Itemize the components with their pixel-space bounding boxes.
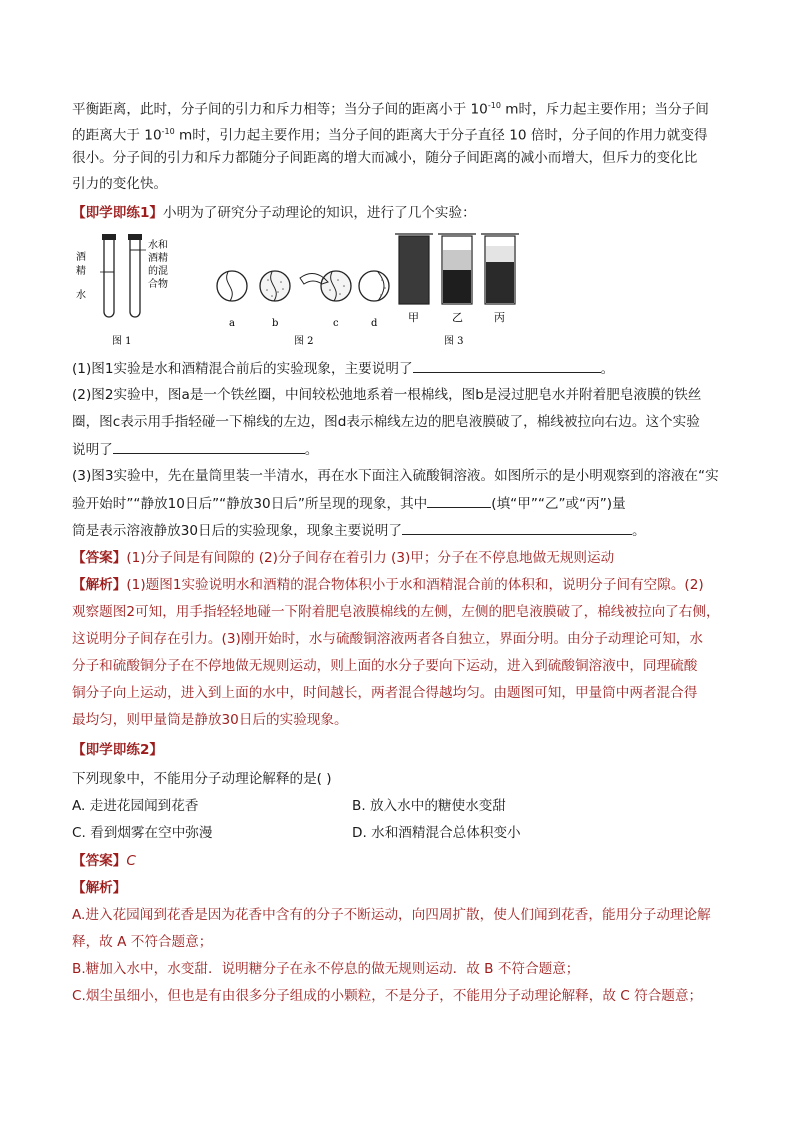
loop-a-thread — [227, 272, 233, 301]
cylinder-bing-water — [486, 246, 514, 262]
exercise-2-heading: 【即学即练2】 — [72, 742, 164, 758]
exercise-1-analysis-line-2: 观察题图2可知，用手指轻轻地碰一下附着肥皂液膜棉线的左侧，左侧的肥皂液膜破了，棉线被拉向了右侧， — [72, 604, 720, 620]
q3-blank-explanation — [402, 520, 632, 535]
exercise-2-analysis-line-1: A.进入花园闻到花香是因为花香中含有的分子不断运动，向四周扩散，使人们闻到花香，能用分子动理论解 — [72, 907, 711, 923]
exercise-2-analysis-line-2: 释，故 A 不符合题意； — [72, 934, 213, 950]
fig3-label-yi: 乙 — [452, 311, 463, 324]
option-c: C. 看到烟雾在空中弥漫 — [72, 825, 213, 841]
fig2-label-d: d — [371, 318, 378, 329]
exercise-1-analysis-line-3: 这说明分子间存在引力。(3)刚开始时，水与硫酸铜溶液两者各自独立，界面分明。由分子动理论可知，水 — [72, 631, 703, 647]
q3-blank-cylinder — [427, 493, 491, 508]
exercise-1-analysis-line-4: 分子和硫酸铜分子在不停地做无规则运动，则上面的水分子要向下运动，进入到硫酸铜溶液中，同理硫酸 — [72, 658, 698, 674]
exercise-1-q3-line-2: 验开始时”“静放10日后”“静放30日后”所呈现的现象，其中 (填“甲”“乙”或“丙”)量 — [72, 493, 626, 514]
exercise-1-q2-line-2: 圈，图c表示用手指轻碰一下棉线的左边，图d表示棉线左边的肥皂液膜破了，棉线被拉向右边。这个实验 — [72, 414, 700, 430]
fig2-label-a: a — [229, 318, 235, 329]
exercise-1-q2-line-3: 说明了 。 — [72, 439, 318, 460]
intro-line-1: 平衡距离，此时，分子间的引力和斥力相等；当分子间的距离小于 $10^{-10}$ m时，斥力起主要作用；当分子间 — [72, 101, 709, 118]
fig1-caption: 图 1 — [112, 336, 132, 347]
fig1-label-r2: 酒精 — [148, 253, 168, 264]
figure-1-test-tubes — [76, 234, 168, 347]
tube-2-stopper — [128, 234, 142, 240]
cylinder-jia — [399, 236, 429, 304]
exercise-1-analysis-line-6: 最均匀，则甲量筒是静放30日后的实验现象。 — [72, 712, 348, 728]
option-d: D. 水和酒精混合总体积变小 — [352, 825, 521, 841]
figure-2-wire-loops — [217, 271, 389, 347]
intro-line-2: 的距离大于 $10^{-10}$ m时，引力起主要作用；当分子间的距离大于分子直径 10 倍时，分子间的作用力就变得 — [72, 127, 708, 144]
fig3-label-bing: 丙 — [494, 311, 505, 324]
experiment-figure-svg — [72, 226, 542, 350]
loop-d-thread — [378, 272, 384, 301]
exercise-2-analysis-heading: 【解析】 — [72, 880, 127, 896]
fig3-caption: 图 3 — [444, 336, 464, 347]
fig2-caption: 图 2 — [294, 336, 314, 347]
exercise-2-answer: 【答案】C — [72, 853, 136, 869]
exercise-1-analysis-line-5: 铜分子向上运动，进入到上面的水中，时间越长，两者混合得越均匀。由题图可知，甲量筒中两者混合得 — [72, 685, 698, 701]
exercise-2-analysis-line-3: B.糖加入水中，水变甜．说明糖分子在永不停息的做无规则运动．故 B 不符合题意； — [72, 961, 580, 977]
exercise-1-q3-line-3: 筒是表示溶液静放30日后的实验现象，现象主要说明了 。 — [72, 520, 646, 541]
exercise-1-q1: (1)图1实验是水和酒精混合前后的实验现象，主要说明了 。 — [72, 358, 614, 379]
exercise-2-question: 下列现象中，不能用分子动理论解释的是( ) — [72, 771, 332, 787]
fig2-label-c: c — [333, 318, 339, 329]
fig1-label-r1: 水和 — [148, 240, 168, 251]
cylinder-yi-mixing — [443, 250, 471, 270]
q2-answer-blank — [113, 439, 305, 454]
loop-d — [359, 271, 389, 301]
exercise-1-q2-line-1: (2)图2实验中，图a是一个铁丝圈，中间较松弛地系着一根棉线，图b是浸过肥皂水并附着肥皂液膜的铁丝 — [72, 387, 702, 403]
tube-1-stopper — [102, 234, 116, 240]
tube-2 — [130, 240, 140, 317]
option-b: B. 放入水中的糖使水变甜 — [352, 798, 506, 814]
cylinder-bing-solution — [486, 262, 514, 303]
loop-b — [260, 271, 290, 301]
fig1-label-jing: 精 — [76, 266, 86, 277]
exercise-1-analysis-line-1: 【解析】(1)题图1实验说明水和酒精的混合物体积小于水和酒精混合前的体积和，说明分子间有空隙。(2) — [72, 577, 704, 593]
q1-answer-blank — [413, 358, 601, 373]
exercise-1-q3-line-1: (3)图3实验中，先在量筒里装一半清水，再在水下面注入硫酸铜溶液。如图所示的是小明观察到的溶液在“实 — [72, 468, 719, 484]
fig1-label-r4: 合物 — [148, 279, 168, 290]
exercise-1-answer: 【答案】(1)分子间是有间隙的 (2)分子间存在着引力 (3)甲；分子在不停息地做无规则运动 — [72, 550, 615, 566]
intro-line-3: 很小。分子间的引力和斥力都随分子间距离的增大而减小，随分子间距离的减小而增大，但斥力的变化比 — [72, 150, 698, 166]
fig3-label-jia: 甲 — [408, 311, 419, 324]
option-a: A. 走进花园闻到花香 — [72, 798, 199, 814]
exercise-2-analysis-line-4: C.烟尘虽细小，但也是有由很多分子组成的小颗粒，不是分子，不能用分子动理论解释，故 C 符合题意； — [72, 988, 703, 1004]
fig2-label-b: b — [272, 318, 279, 329]
fig1-label-jiu: 酒 — [76, 252, 86, 263]
fig1-label-shui: 水 — [76, 290, 86, 301]
tube-1 — [104, 240, 114, 317]
exercise-1-heading: 【即学即练1】小明为了研究分子动理论的知识，进行了几个实验： — [72, 205, 476, 221]
intro-line-4: 引力的变化快。 — [72, 176, 168, 192]
experiment-figure — [72, 226, 542, 350]
cylinder-yi-solution — [443, 270, 471, 303]
figure-3-cylinders — [395, 234, 519, 347]
fig1-label-r3: 的混 — [148, 266, 168, 277]
